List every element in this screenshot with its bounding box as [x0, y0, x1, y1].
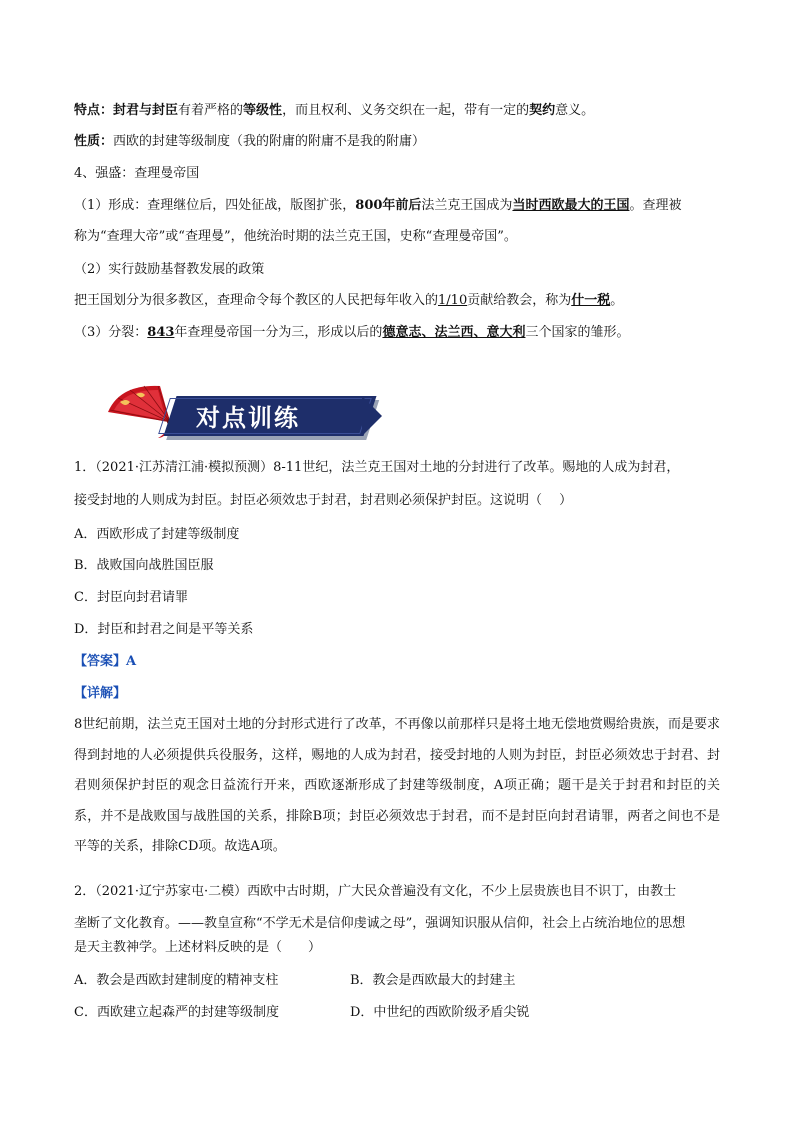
p3-text-b: 843 — [147, 325, 175, 340]
q2-stem-line1: 2．（2021·辽宁苏家屯·二模）西欧中古时期，广大民众普遍没有文化，不少上层贵族也目不识丁，由教士 — [74, 884, 677, 899]
section4-p1-line2: 称为“查理大帝”或“查理曼”，他统治时期的法兰克王国，史称“查理曼帝国”。 — [74, 229, 517, 244]
features-text-6: 意义。 — [555, 103, 595, 118]
p3-text-d: 德意志、法兰西、意大利 — [382, 325, 526, 340]
p2-text-a: 把王国划分为很多教区，查理命令每个教区的人民把每年收入的 — [74, 293, 439, 308]
section-banner — [100, 382, 390, 442]
p1-text-d: 当时西欧最大的王国 — [512, 198, 630, 213]
p2-text-b: 1/10 — [438, 293, 468, 308]
q1-detail-label — [74, 684, 734, 704]
p1-text-a: （1）形成：查理继位后，四处征战，版图扩张， — [74, 198, 356, 213]
section4-p1 — [74, 196, 734, 216]
section4-title: 4、强盛：查理曼帝国 — [74, 166, 200, 181]
q2-option-c: C．西欧建立起森严的封建等级制度 — [74, 1005, 279, 1020]
section4-p2: （2）实行鼓励基督教发展的政策 — [74, 262, 265, 277]
features-term-3: 等级性 — [243, 103, 283, 118]
nature-label: 性质： — [74, 134, 114, 149]
p1-text-b: 800年前后 — [355, 198, 422, 213]
banner-title: 对点训练 — [196, 404, 300, 432]
q1-detail-text: 8世纪前期，法兰克王国对土地的分封形式进行了改革，不再像以前那样只是将土地无偿地赏赐给贵族，而是要求得到封地的人必须提供兵役服务，这样，赐地的人成为封君，接受封地的人则为封臣，封臣必须效忠于封君、封君则须保护封臣的观念日益流行开来，西欧逐渐形成了封建等级制度，A项正确；题干是关于封君和封臣的关系，并不是战败国与战胜国的关系，排除B项；封臣必须效忠于封君，而不是封臣向封君请罪，两者之间也不是平等的关系，排除CD项。故选A项。 — [74, 717, 720, 854]
p3-text-a: （3）分裂： — [74, 325, 148, 340]
p3-text-c: 年查理曼帝国一分为三，形成以后的 — [174, 325, 383, 340]
q2-option-d: D．中世纪的西欧阶级矛盾尖锐 — [350, 1005, 530, 1020]
p2-text-d: 什一税 — [571, 293, 611, 308]
p2-text-e: 。 — [610, 293, 624, 308]
features-term-5: 契约 — [529, 103, 556, 118]
q1-option-d: D．封臣和封君之间是平等关系 — [74, 622, 254, 637]
p2-text-c: 贡献给教会，称为 — [467, 293, 572, 308]
answer-label: 【答案】 — [74, 654, 127, 669]
features-line — [74, 101, 734, 121]
q1-stem-line1: 1．（2021·江苏清江浦·模拟预测）8-11世纪，法兰克王国对土地的分封进行了改革。赐地的人成为封君， — [74, 460, 680, 475]
features-text-4: ，而且权利、义务交织在一起，带有一定的 — [282, 103, 530, 118]
p1-text-e: 。查理被 — [629, 198, 682, 213]
p3-text-e: 三个国家的雏形。 — [525, 325, 630, 340]
p1-text-c: 法兰克王国成为 — [421, 198, 513, 213]
nature-line — [74, 132, 734, 152]
features-label: 特点： — [74, 103, 114, 118]
features-text-2: 有着严格的 — [178, 103, 244, 118]
q1-option-b: B．战败国向战胜国臣服 — [74, 558, 214, 573]
q2-options-row2 — [74, 1003, 734, 1023]
q2-stem-line3: 是天主教神学。上述材料反映的是（ ） — [74, 940, 322, 955]
section4-p2-line2 — [74, 291, 734, 311]
features-term-1: 封君与封臣 — [113, 103, 179, 118]
q2-options-row1 — [74, 971, 734, 991]
q1-answer-line — [74, 652, 734, 672]
detail-label: 【详解】 — [74, 686, 127, 701]
nature-text: 西欧的封建等级制度（我的附庸的附庸不是我的附庸） — [113, 134, 426, 149]
section4-p3 — [74, 323, 734, 343]
q1-stem-line2: 接受封地的人则成为封臣。封臣必须效忠于封君，封君则必须保护封臣。这说明（ ） — [74, 493, 573, 508]
q1-option-c: C．封臣向封君请罪 — [74, 590, 188, 605]
q2-option-a: A．教会是西欧封建制度的精神支柱 — [74, 973, 279, 988]
q2-stem-line2: 垄断了文化教育。——教皇宣称“不学无术是信仰虔诚之母”，强调知识服从信仰，社会上占统治地位的思想 — [74, 916, 686, 931]
q2-option-b: B．教会是西欧最大的封建主 — [350, 973, 516, 988]
q1-option-a: A．西欧形成了封建等级制度 — [74, 527, 240, 542]
answer-value: A — [126, 654, 137, 669]
banner-arrow — [362, 396, 382, 436]
